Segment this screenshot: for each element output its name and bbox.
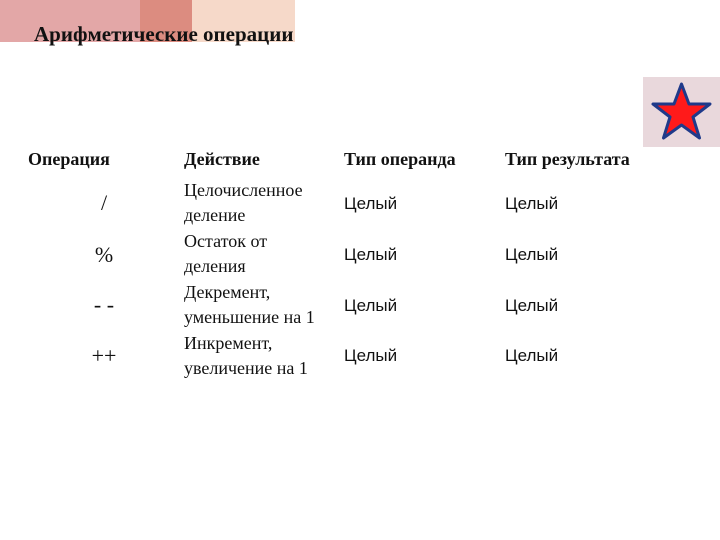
- table-row-result: Целый: [505, 296, 559, 315]
- table-row-action-line2: деления: [184, 256, 246, 276]
- header-operation: Операция: [28, 149, 110, 169]
- table-row-action-line2: деление: [184, 205, 246, 225]
- header-action: Действие: [184, 149, 260, 169]
- table-row-op: /: [100, 190, 108, 215]
- header-operand-type: Тип операнда: [344, 149, 456, 169]
- table-row-result: Целый: [505, 245, 559, 264]
- table-row-action-line1: Инкремент,: [184, 333, 273, 353]
- table-row-action-line1: Остаток от: [184, 231, 268, 251]
- table-row-result: Целый: [505, 194, 559, 213]
- table-row-action-line2: увеличение на 1: [184, 358, 308, 378]
- table-row-operand: Целый: [344, 346, 398, 365]
- header-result-type: Тип результата: [505, 149, 630, 169]
- table-row-operand: Целый: [344, 245, 398, 264]
- table-row-result: Целый: [505, 346, 559, 365]
- table-row-action-line2: уменьшение на 1: [184, 307, 315, 327]
- table-row-op: - -: [93, 292, 115, 317]
- table-row-action-line1: Целочисленное: [184, 180, 303, 200]
- table-row-action-line1: Декремент,: [184, 282, 271, 302]
- table-row-op: ++: [91, 343, 117, 368]
- table-row-operand: Целый: [344, 296, 398, 315]
- table-row-operand: Целый: [344, 194, 398, 213]
- page-title: Арифметические операции: [34, 22, 294, 46]
- table-row-op: %: [94, 242, 114, 267]
